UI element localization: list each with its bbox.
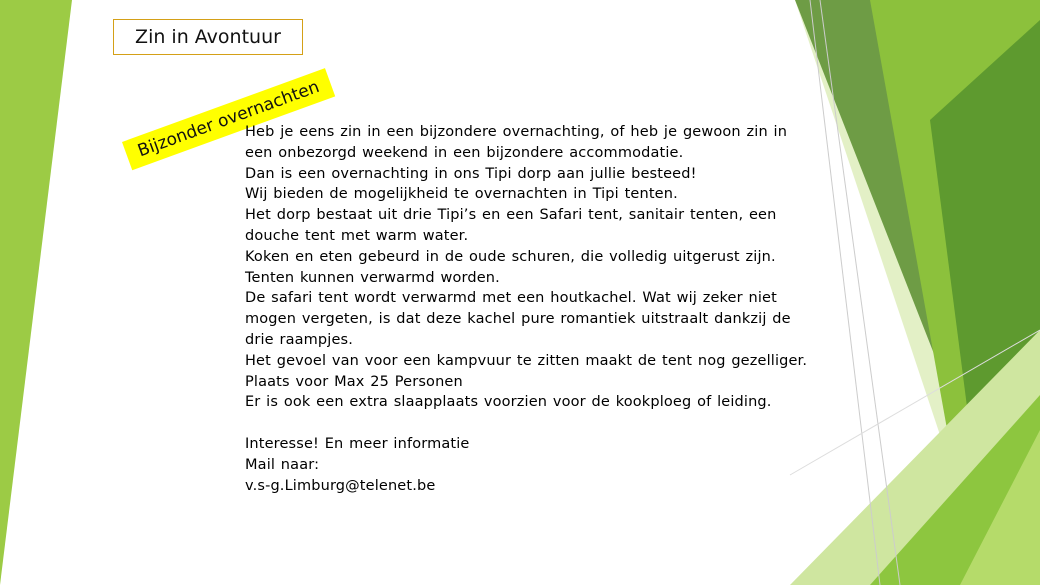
contact-line: Mail naar: (245, 456, 320, 473)
text-line: Koken en eten gebeurd in de oude schuren, die volledig uitgerust zijn. (245, 248, 776, 265)
text-line: drie raampjes. (245, 331, 353, 348)
contact-line: Interesse! En meer informatie (245, 435, 470, 452)
text-line: mogen vergeten, is dat deze kachel pure romantiek uitstraalt dankzij de (245, 311, 791, 328)
body-text (245, 122, 845, 496)
text-line: Wij bieden de mogelijkheid te overnachten in Tipi tenten. (245, 186, 678, 203)
text-line: Het gevoel van voor een kampvuur te zitten maakt de tent nog gezelliger. (245, 352, 808, 369)
title-box (113, 19, 303, 55)
text-line: Er is ook een extra slaapplaats voorzien voor de kookploeg of leiding. (245, 394, 772, 411)
text-line: Heb je eens zin in een bijzondere overnachting, of heb je gewoon zin in (245, 124, 788, 140)
text-line: Het dorp bestaat uit drie Tipi’s en een Safari tent, sanitair tenten, een (245, 207, 777, 224)
tag-label: Bijzonder overnachten (135, 76, 323, 162)
text-line: Plaats voor Max 25 Personen (245, 373, 463, 390)
left-green-wedge (0, 0, 72, 585)
text-line: douche tent met warm water. (245, 227, 469, 244)
text-line: Dan is een overnachting in ons Tipi dorp aan jullie besteed! (245, 165, 697, 182)
text-line: De safari tent wordt verwarmd met een houtkachel. Wat wij zeker niet (245, 290, 777, 307)
text-line: een onbezorgd weekend in een bijzondere accommodatie. (245, 144, 684, 161)
page-title: Zin in Avontuur (135, 26, 281, 48)
paragraph-gap (245, 413, 845, 434)
contact-email[interactable]: v.s-g.Limburg@telenet.be (245, 477, 436, 494)
text-line: Tenten kunnen verwarmd worden. (245, 269, 500, 286)
